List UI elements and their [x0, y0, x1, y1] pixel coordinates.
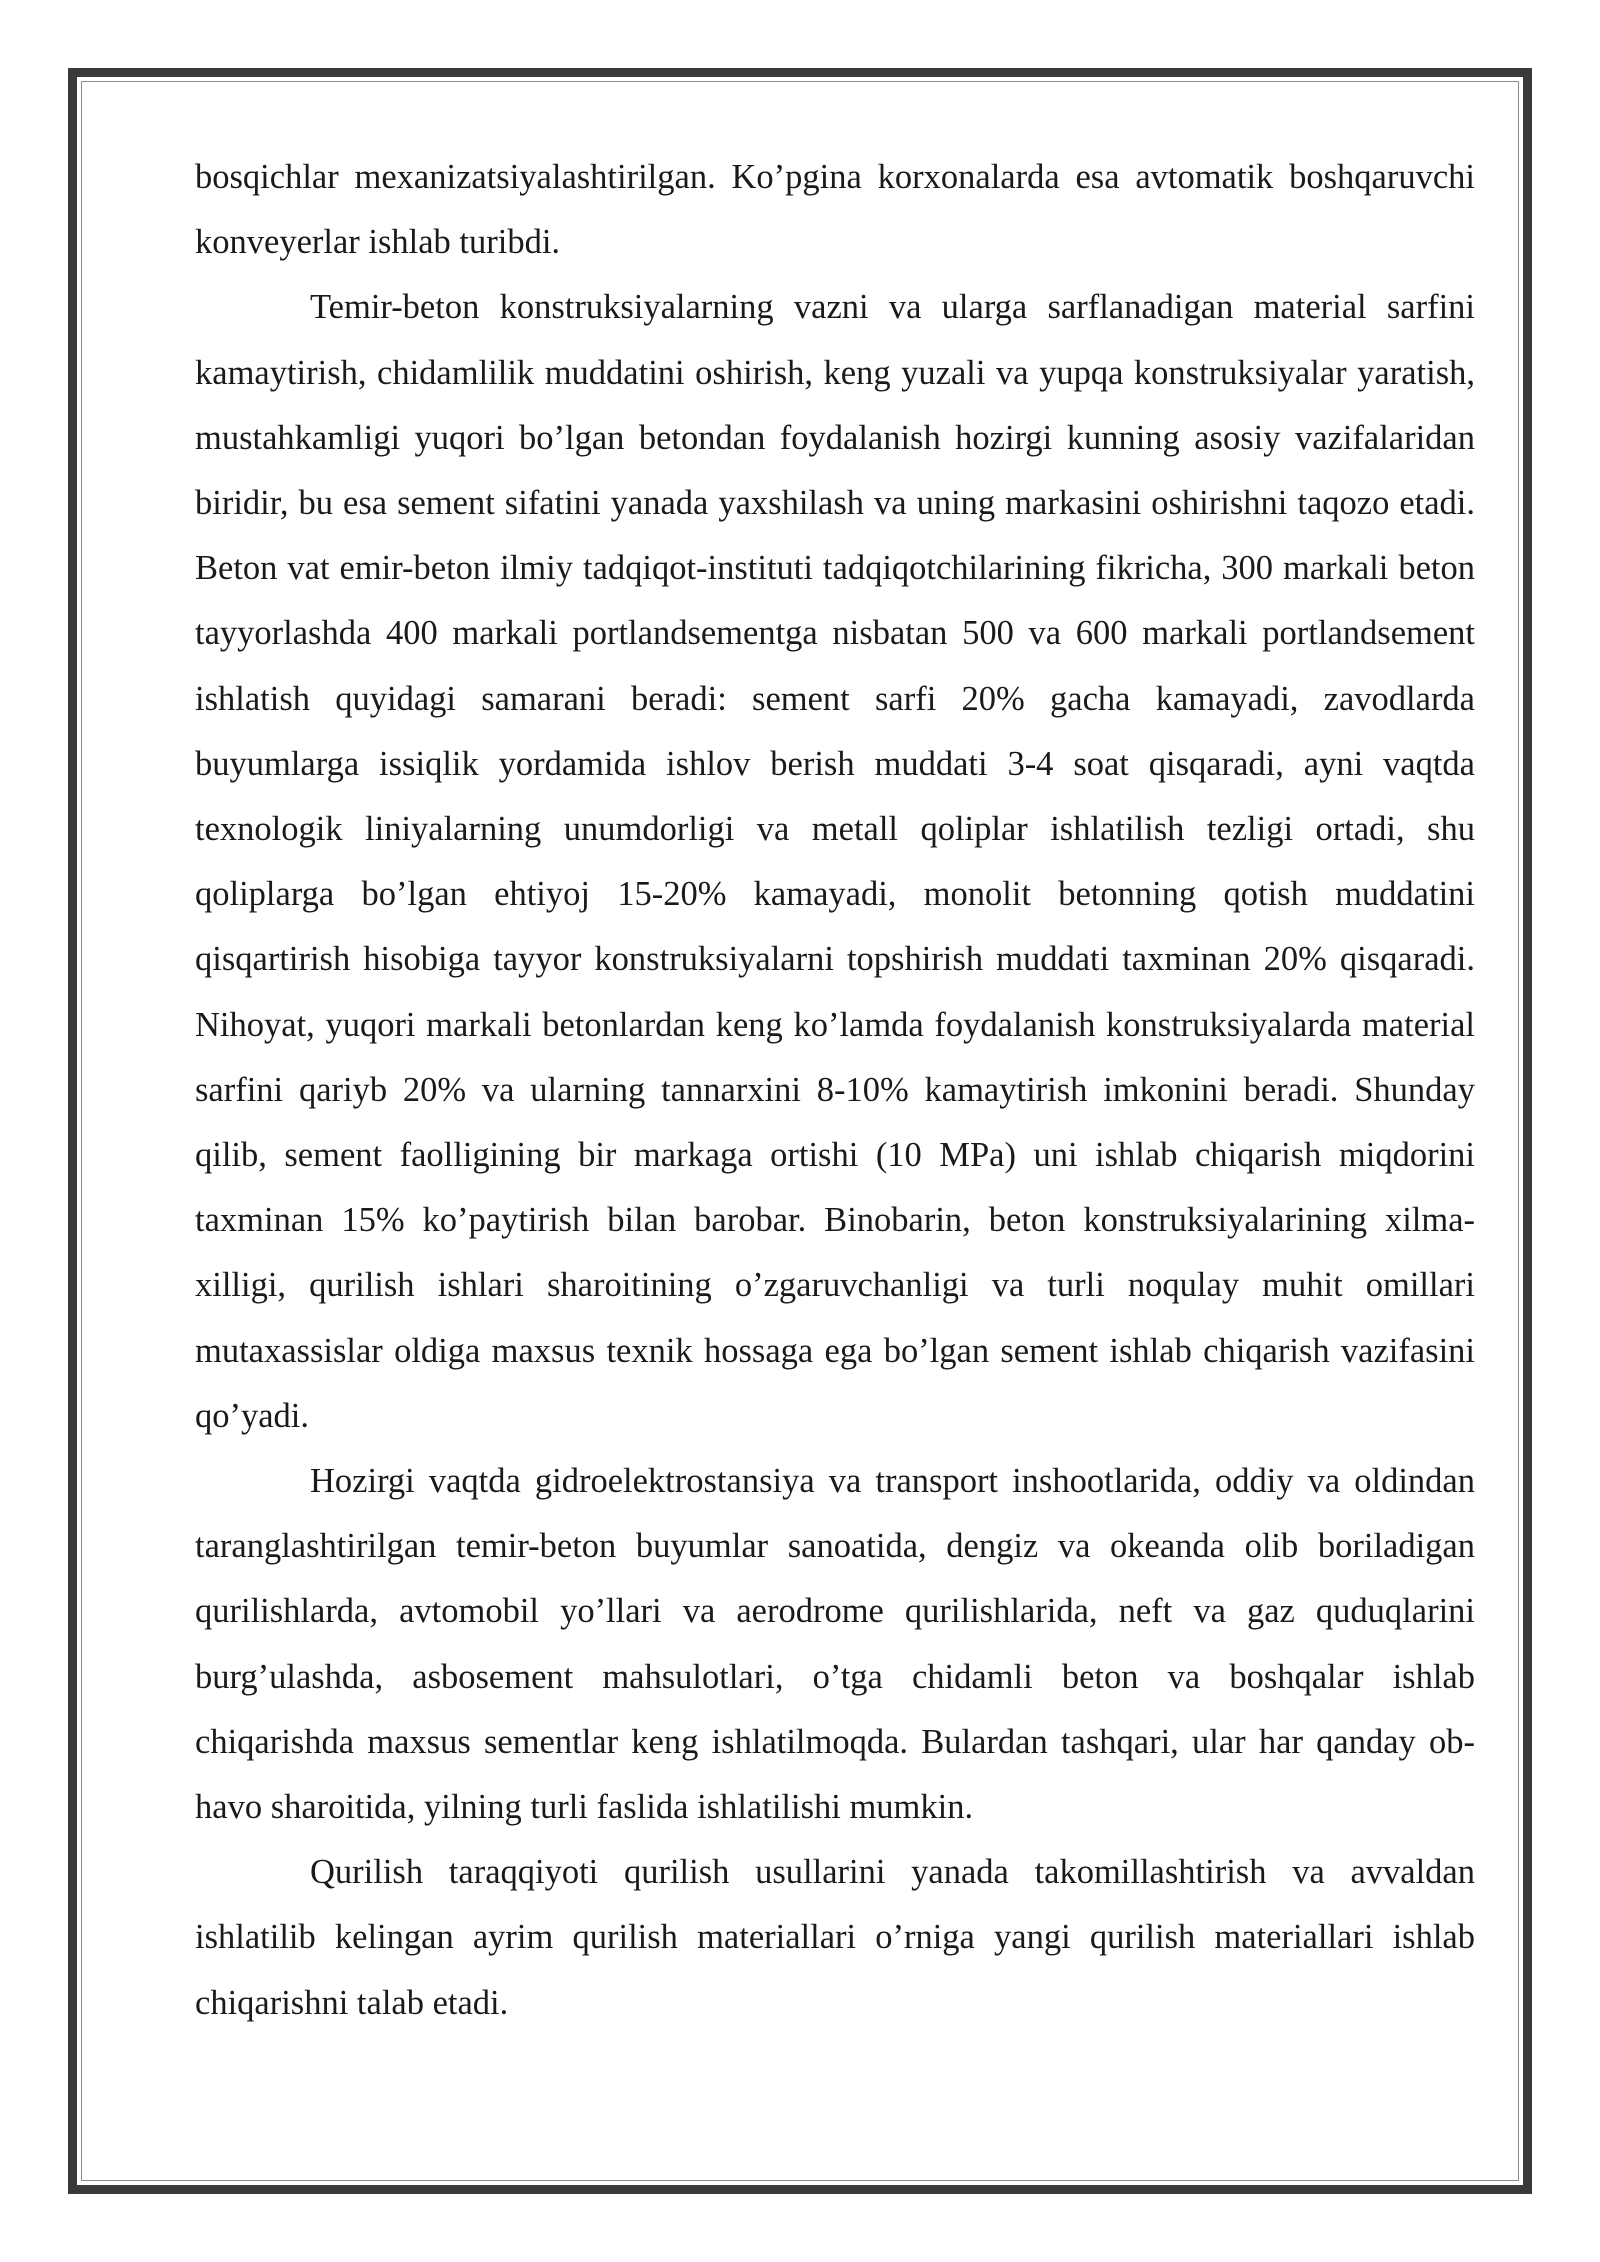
paragraph-1: bosqichlar mexanizatsiyalashtirilgan. Ko’pgina korxonalarda esa avtomatik boshqaruvchi konveyerlar ishlab turibdi. — [195, 158, 1475, 262]
document-body — [195, 145, 1475, 2036]
paragraph-2: Temir-beton konstruksiyalarning vazni va ularga sarflanadigan material sarfini kamaytirish, chidamlilik muddatini oshirish, keng yuzali va yupqa konstruksiyalar yaratish, mustahkamligi yuqori bo’lgan betondan foydalanish hozirgi kunning asosiy vazifalaridan biridir, bu esa sement sifatini yanada yaxshilash va uning markasini oshirishni taqozo etadi. Beton vat emir-beton ilmiy tadqiqot-instituti tadqiqotchilarining fikricha, 300 markali beton tayyorlashda 400 markali portlandsementga nisbatan 500 va 600 markali portlandsement ishlatish quyidagi samarani beradi: sement sarfi 20% gacha kamayadi, zavodlarda buyumlarga issiqlik yordamida ishlov berish muddati 3-4 soat qisqaradi, ayni vaqtda texnologik liniyalarning unumdorligi va metall qoliplar ishlatilish tezligi ortadi, shu qoliplarga bo’lgan ehtiyoj 15-20% kamayadi, monolit betonning qotish muddatini qisqartirish hisobiga tayyor konstruksiyalarni topshirish muddati taxminan 20% qisqaradi. Nihoyat, yuqori markali betonlardan keng ko’lamda foydalanish konstruksiyalarda material sarfini qariyb 20% va ularning tannarxini 8-10% kamaytirish imkonini beradi. Shunday qilib, sement faolligining bir markaga ortishi (10 MPa) uni ishlab chiqarish miqdorini taxminan 15% ko’paytirish bilan barobar. Binobarin, beton konstruksiyalarining xilma-xilligi, qurilish ishlari sharoitining o’zgaruvchanligi va turli noqulay muhit omillari mutaxassislar oldiga maxsus texnik hossaga ega bo’lgan sement ishlab chiqarish vazifasini qo’yadi. — [195, 288, 1475, 1435]
paragraph-4: Qurilish taraqqiyoti qurilish usullarini yanada takomillashtirish va avvaldan ishlatilib kelingan ayrim qurilish materiallari o’rniga yangi qurilish materiallari ishlab chiqarishni talab etadi. — [195, 1853, 1475, 2022]
paragraph-3: Hozirgi vaqtda gidroelektrostansiya va transport inshootlarida, oddiy va oldindan taranglashtirilgan temir-beton buyumlar sanoatida, dengiz va okeanda olib boriladigan qurilishlarda, avtomobil yo’llari va aerodrome qurilishlarida, neft va gaz quduqlarini burg’ulashda, asbosement mahsulotlari, o’tga chidamli beton va boshqalar ishlab chiqarishda maxsus sementlar keng ishlatilmoqda. Bulardan tashqari, ular har qanday ob-havo sharoitida, yilning turli faslida ishlatilishi mumkin. — [195, 1462, 1475, 1827]
